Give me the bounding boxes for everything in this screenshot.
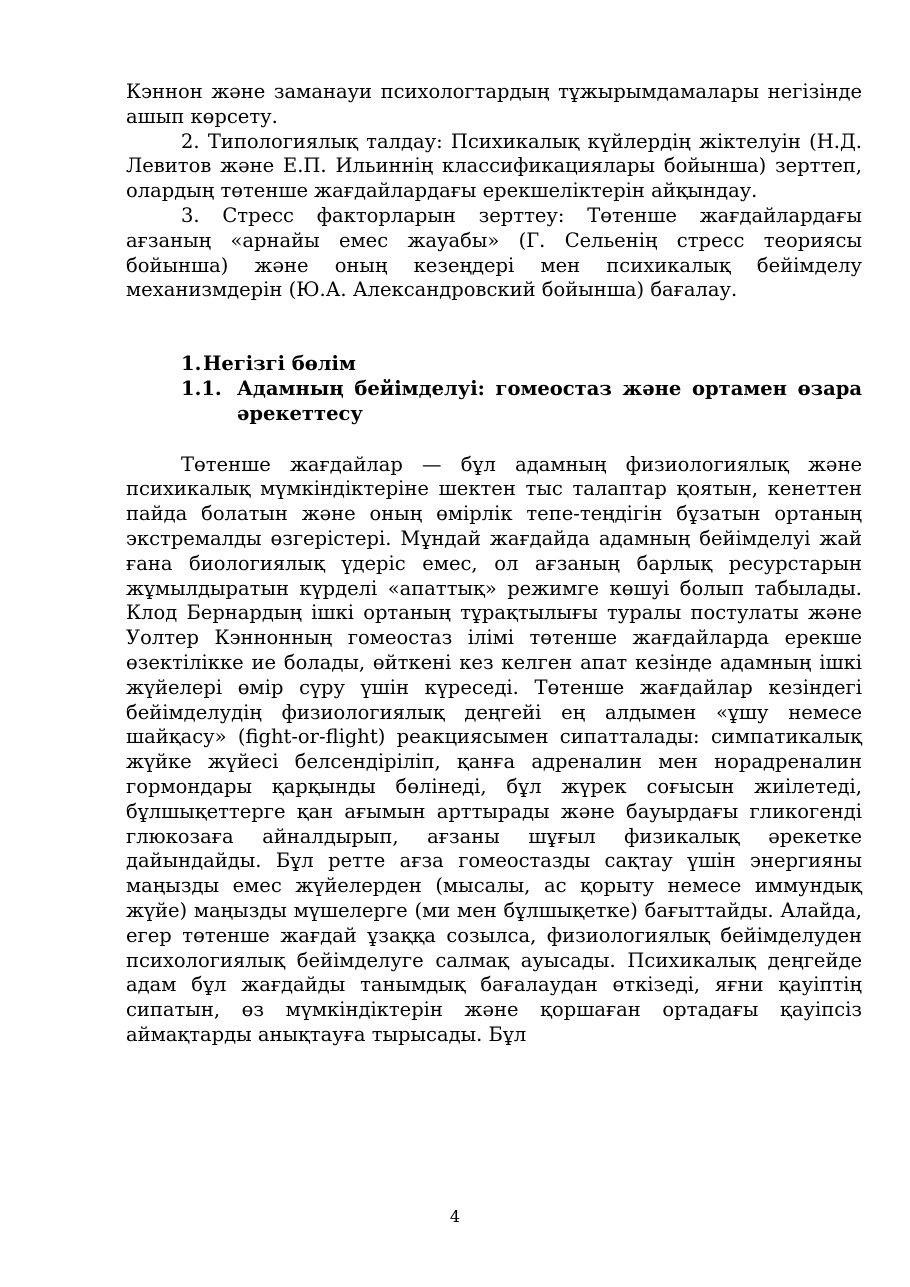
intro-paragraph-3: 3. Стресс факторларын зерттеу: Төтенше жағдайлардағы ағзаның «арнайы емес жауабы» (Г. Сельенің стресс теориясы бойынша) және оның кезеңдері мен психикалық бейімделу механизмдерін (Ю.А. Александровский бойынша) бағалау. xyxy=(126,203,862,302)
page-number: 4 xyxy=(449,1207,461,1226)
section-heading-block xyxy=(126,352,862,426)
intro-paragraph-1: Кэннон және заманауи психологтардың тұжырымдамалары негізінде ашып көрсету. xyxy=(126,80,862,128)
subsection-heading xyxy=(181,377,862,427)
intro-paragraph-2: 2. Типологиялық талдау: Психикалық күйлердің жіктелуін (Н.Д. Левитов және Е.П. Ильиннің классификациялары бойынша) зерттеп, олардың төтенше жағдайлардағы ерекшеліктерін айқындау. xyxy=(126,129,862,203)
body-block xyxy=(126,453,862,1048)
document-page xyxy=(126,80,862,1048)
section-title: Негізгі бөлім xyxy=(203,352,356,376)
section-number: 1. xyxy=(181,352,202,376)
subsection-title: Адамның бейімделуі: гомеостаз және ортамен өзара әрекеттесу xyxy=(237,376,862,425)
body-paragraph: Төтенше жағдайлар — бұл адамның физиологиялық және психикалық мүмкіндіктеріне шектен тыс талаптар қоятын, кенеттен пайда болатын және оның өмірлік тепе-теңдігін бұзатын ортаның экстремалды өзгерістері. Мұндай жағдайда адамның бейімделуі жай ғана биологиялық үдеріс емес, ол ағзаның барлық ресурстарын жұмылдыратын күрделі «апаттық» режимге көшуі болып табылады. Клод Бернардың ішкі ортаның тұрақтылығы туралы постулаты және Уолтер Кэннонның гомеостаз ілімі төтенше жағдайларда ерекше өзектілікке ие болады, өйткені кез келген апат кезінде адамның ішкі жүйелері өмір сүру үшін күреседі. Төтенше жағдайлар кезіндегі бейімделудің физиологиялық деңгейі ең алдымен «ұшу немесе шайқасу» (fight-or-flight) реакциясымен сипатталады: симпатикалық жүйке жүйесі белсендіріліп, қанға адреналин мен норадреналин гормондары қарқынды бөлінеді, бұл жүрек соғысын жиілетеді, бұлшықеттерге қан ағымын арттырады және бауырдағы гликогенді глюкозаға айналдырып, ағзаны шұғыл физикалық әрекетке дайындайды. Бұл ретте ағза гомеостазды сақтау үшін энергияны маңызды емес жүйелерден (мысалы, ас қорыту немесе иммундық жүйе) маңызды мүшелерге (ми мен бұлшықетке) бағыттайды. Алайда, егер төтенше жағдай ұзаққа созылса, физиологиялық бейімделуден психологиялық бейімделуге салмақ ауысады. Психикалық деңгейде адам бұл жағдайды танымдық бағалаудан өткізеді, яғни қауіптің сипатын, өз мүмкіндіктерін және қоршаған ортадағы қауіпсіз аймақтарды анықтауға тырысады. Бұл xyxy=(126,452,862,1046)
subsection-number: 1.1. xyxy=(181,376,222,400)
section-heading xyxy=(181,352,862,377)
